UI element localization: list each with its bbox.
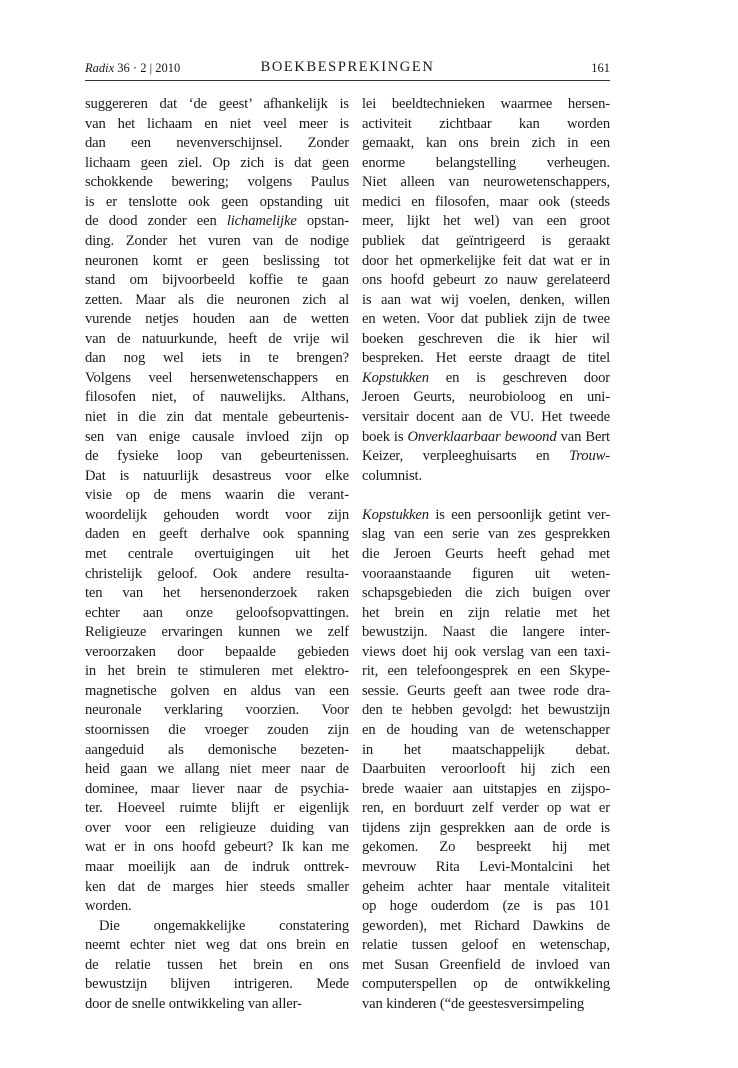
text-line: gemaakt, kan ons brein zich in een	[362, 135, 610, 152]
text-line: activiteit zichtbaar kan worden	[362, 115, 610, 132]
text-line: van de natuurkunde, heeft de vrije wil	[85, 330, 349, 347]
text-line: op hoge ouderdom (ze is pas 101	[362, 898, 610, 915]
text-line: echter aan onze geloofsopvattingen.	[85, 604, 349, 621]
text-line: de relatie tussen het brein en ons	[85, 956, 349, 973]
text-line	[362, 428, 610, 448]
text-line: Die ongemakkelijke constatering	[99, 917, 349, 934]
text-line: en de houding van de wetenschapper	[362, 722, 610, 738]
text-line: Jeroen Geurts, neurobioloog en uni-	[362, 389, 610, 406]
issue-info: 36 · 2 | 2010	[117, 61, 181, 75]
text-line: het brein en zijn relatie met het	[362, 604, 610, 621]
text-line: ding. Zonder het vuren van de nodige	[85, 232, 349, 249]
text-line: met Susan Greenfield de invloed van	[362, 956, 610, 973]
text-line: maar moeilijk aan de indruk onttrek-	[85, 858, 349, 875]
italic-title: Kopstukken	[362, 506, 429, 523]
text-segment: opstan-	[296, 213, 349, 230]
text-line: van kinderen (“de geestesversimpeling	[362, 995, 585, 1012]
italic-title: Onverklaarbaar bewoond	[407, 428, 557, 445]
journal-name: Radix	[85, 61, 115, 75]
running-header	[85, 58, 610, 81]
text-line: zetten. Maar als die neuronen zich al	[85, 291, 349, 308]
text-line: worden.	[85, 898, 132, 915]
text-line: die Jeroen Geurts heeft gehad met	[362, 545, 610, 562]
text-line: geworden), met Richard Dawkins de	[362, 917, 610, 934]
text-line: Dat is natuurlijk desastreus voor elke	[85, 467, 349, 484]
text-line: den te hebben gevolgd: het bewustzijn	[362, 702, 610, 719]
text-line: in het brein te stimuleren met elektro-	[85, 663, 349, 680]
text-segment: en is geschreven door	[428, 369, 610, 386]
italic-title: Kopstukken	[362, 369, 429, 386]
text-line: boeken geschreven die ik hier wil	[362, 330, 610, 347]
page-number: 161	[591, 61, 610, 75]
text-line: neuronale verklaring voorzien. Voor	[85, 702, 349, 719]
text-line: meer, lijkt het wel) van een groot	[362, 213, 610, 230]
text-line: columnist.	[362, 467, 423, 484]
text-line: lei beeldtechnieken waarmee hersen-	[362, 96, 610, 112]
text-line: vurende netjes houden aan de wetten	[85, 311, 349, 328]
text-line: lichaam geen ziel. Op zich is dat geen	[85, 154, 349, 171]
text-line: gekomen. Zo bespreekt hij met	[362, 839, 610, 856]
text-segment: boek is	[362, 428, 408, 445]
text-segment: -	[605, 448, 610, 465]
text-line: met centrale overtuigingen uit het	[85, 545, 349, 562]
text-line: dan een nevenverschijnsel. Zonder	[85, 135, 349, 152]
text-line: ken dat de marges hier steeds smaller	[85, 878, 349, 895]
text-line: vooraanstaande figuren uit weten-	[362, 565, 610, 582]
text-line: de fysieke loop van gebeurtenissen.	[85, 448, 349, 465]
text-line: ons hoofd gebeurt zo nauw gerelateerd	[362, 272, 610, 289]
text-line: en weten. Voor dat publiek zijn de twee	[362, 311, 610, 328]
text-line	[362, 506, 610, 526]
text-line	[362, 486, 610, 506]
text-line: over voor een religieuze duiding van	[85, 819, 349, 836]
text-column-right	[362, 95, 610, 1014]
text-line: dominee, maar liever naar de psychia-	[85, 780, 349, 797]
text-line	[362, 447, 610, 467]
text-line: is aan wat wij voelen, denken, willen	[362, 291, 610, 308]
text-line: daden en geeft derhalve ook spanning	[85, 526, 349, 543]
text-line: woordelijk gehouden wordt voor zijn	[85, 506, 349, 523]
section-title: BOEKBESPREKINGEN	[260, 59, 435, 75]
text-line: rit, een telefoongesprek en een Skype-	[362, 663, 610, 680]
text-line: Niet alleen van neurowetenschappers,	[362, 174, 610, 191]
text-line: aangeduid als demonische bezeten-	[85, 741, 349, 758]
text-line: visie op de mens waarin die verant-	[85, 487, 349, 504]
text-segment: de dood zonder een	[85, 213, 227, 230]
text-line: sessie. Geurts geeft aan twee rode dra-	[362, 682, 610, 699]
text-line: neuronen komt er geen beslissing tot	[85, 252, 349, 269]
text-line: medici en filosofen, maar ook (steeds	[362, 193, 610, 210]
text-line: relatie tussen geloof en wetenschap,	[362, 937, 610, 954]
italic-title: lichamelijke	[226, 213, 297, 230]
text-segment: van Bert	[556, 428, 610, 445]
text-line: versitair docent aan de VU. Het tweede	[362, 409, 610, 425]
text-line: computerspellen op de ontwikkeling	[362, 976, 610, 993]
text-line: stoornissen die vroeger zouden zijn	[85, 722, 349, 738]
text-line: christelijk geloof. Ook andere resulta-	[85, 565, 349, 582]
text-line: filosofen niet, of nauwelijks. Althans,	[85, 389, 349, 406]
text-line: wat er in ons hoofd gebeurt? Ik kan me	[85, 839, 349, 856]
italic-title: Trouw	[569, 448, 606, 465]
text-line: views doet hij ook verslag van een taxi-	[362, 643, 610, 660]
text-line: neemt echter niet weg dat ons brein en	[85, 937, 349, 954]
text-line: ter. Hoeveel ruimte blijft er eigenlijk	[85, 800, 349, 817]
text-line: publiek dat geïntrigeerd is geraakt	[362, 232, 610, 249]
text-line: slag van een serie van zes gesprekken	[362, 526, 610, 543]
text-segment: is een persoonlijk getint ver-	[428, 506, 610, 523]
text-line: mevrouw Rita Levi-Montalcini het	[362, 858, 610, 875]
text-column-left	[85, 95, 349, 1014]
text-line: stand om bijvoorbeeld koffie te gaan	[85, 272, 349, 289]
text-line: door de snelle ontwikkeling van aller-	[85, 995, 302, 1012]
text-line: bewustzijn blijven intrigeren. Mede	[85, 976, 349, 993]
text-line: schapsgebieden die zich buigen over	[362, 585, 610, 602]
text-line: geheim achter haar mentale vitaliteit	[362, 878, 610, 895]
text-line: van het lichaam en niet veel meer is	[85, 115, 349, 132]
text-line: Daarbuiten veroorlooft hij zich een	[362, 761, 610, 778]
text-line: Volgens veel hersenwetenschappers en	[85, 369, 349, 386]
text-line: Religieuze ervaringen kunnen we zelf	[85, 624, 349, 641]
text-line: suggereren dat ‘de geest’ afhankelijk is	[85, 96, 349, 112]
text-line: enorme belangstelling verheugen.	[362, 154, 610, 171]
text-line: niet in die zin dat mentale gebeurtenis-	[85, 409, 349, 425]
text-line: heid gaan we allang niet meer naar de	[85, 761, 349, 778]
text-line: sen van enige causale invloed zijn op	[85, 428, 349, 445]
text-line: tijdens zijn gesprekken aan de orde is	[362, 819, 610, 836]
text-line: ten van het hersenonderzoek raken	[85, 585, 349, 602]
text-line	[85, 212, 349, 232]
text-line: bewustzijn. Naast die langere inter-	[362, 624, 610, 641]
text-line: ren, en borduurt zelf verder op wat er	[362, 800, 610, 817]
text-line: brede waaier aan uitstapjes en zijspo-	[362, 780, 610, 797]
text-line: door het opmerkelijke feit dat wat er in	[362, 252, 610, 269]
text-segment: Keizer, verpleeghuisarts en	[362, 448, 570, 465]
text-line: magnetische golven en aldus van een	[85, 682, 349, 699]
text-line: dan nog wel iets in te brengen?	[85, 350, 349, 367]
text-line: in het maatschappelijk debat.	[362, 741, 610, 758]
text-line: schokkende bewering; volgens Paulus	[85, 174, 349, 191]
text-line: bespreken. Het eerste draagt de titel	[362, 350, 610, 367]
text-line: veroorzaken door bepaalde gebieden	[85, 643, 349, 660]
text-line	[362, 369, 610, 389]
text-line: is er tenslotte ook geen opstanding uit	[85, 193, 349, 210]
